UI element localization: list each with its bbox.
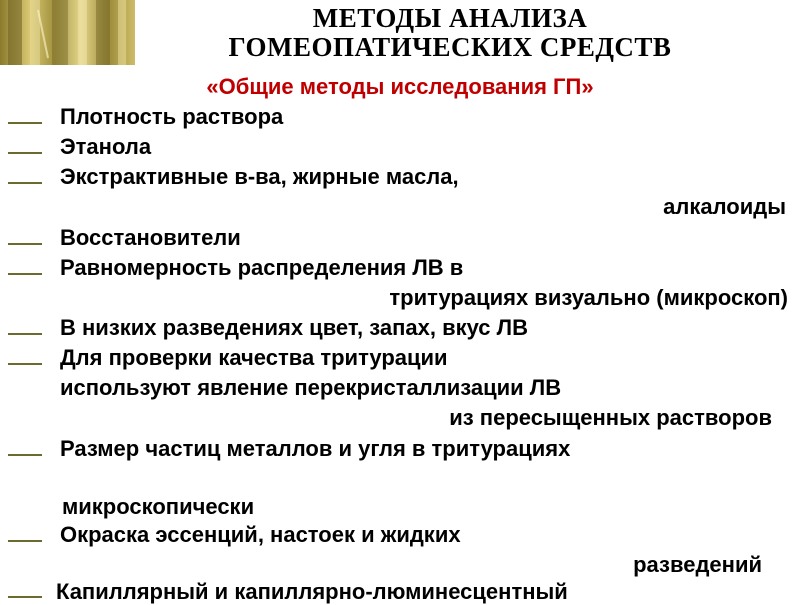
list-bullet-dash (8, 122, 42, 124)
list-item-text: Капиллярный и капиллярно-люминесцентный (56, 579, 568, 604)
list-bullet-dash (8, 152, 42, 154)
list-bullet-dash (8, 363, 42, 365)
list-item-text: Плотность раствора (60, 104, 284, 129)
list-bullet-dash (8, 454, 42, 456)
list-item-text: Окраска эссенций, настоек и жидких (60, 522, 461, 547)
list-item-continuation: из пересыщенных растворов (449, 405, 772, 430)
title-line-1: МЕТОДЫ АНАЛИЗА (312, 3, 588, 33)
list-bullet-dash (8, 596, 42, 598)
list-item-text: Этанола (60, 134, 152, 159)
list-item-continuation: тритурациях визуально (микроскоп) (389, 285, 788, 310)
slide-subtitle: «Общие методы исследования ГП» (206, 74, 594, 99)
list-item-text: Размер частиц металлов и угля в тритурациях (60, 436, 571, 461)
list-item-text: Равномерность распределения ЛВ в (60, 255, 464, 280)
list-item-text: В низких разведениях цвет, запах, вкус ЛВ (60, 315, 528, 340)
list-item-continuation: микроскопически (62, 494, 255, 519)
list-bullet-dash (8, 273, 42, 275)
list-item-text: Восстановители (60, 225, 241, 250)
list-bullet-dash (8, 182, 42, 184)
list-item-text: Экстрактивные в-ва, жирные масла, (60, 164, 459, 189)
list-bullet-dash (8, 243, 42, 245)
list-bullet-dash (8, 333, 42, 335)
title-line-2: ГОМЕОПАТИЧЕСКИХ СРЕДСТВ (228, 32, 672, 62)
list-item-text: Для проверки качества тритурации (60, 345, 448, 370)
list-item-continuation: разведений (633, 552, 762, 577)
list-bullet-dash (8, 540, 42, 542)
list-item-continuation: используют явление перекристаллизации ЛВ (60, 375, 562, 400)
list-item-continuation: алкалоиды (663, 194, 786, 219)
